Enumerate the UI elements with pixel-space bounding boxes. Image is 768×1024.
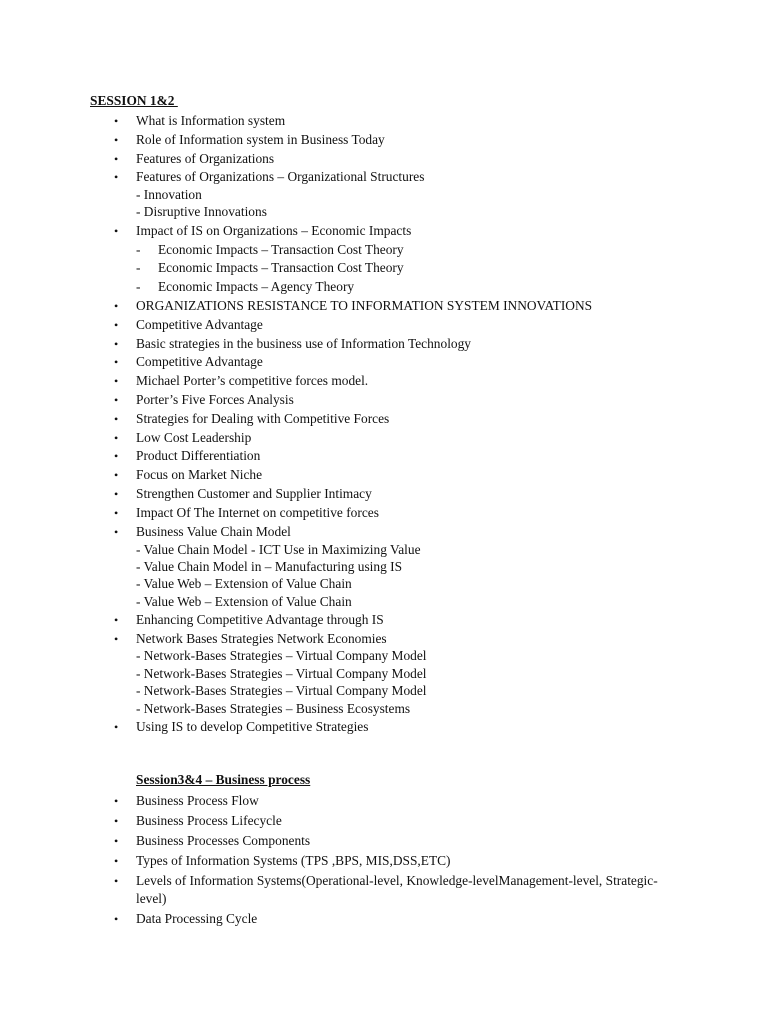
dash-marker: - — [136, 260, 141, 275]
bullet-icon: • — [114, 224, 119, 238]
bullet-icon: • — [114, 814, 119, 828]
list-item: Data Processing Cycle — [136, 911, 258, 926]
sub-item: - Network-Bases Strategies – Virtual Company Model — [136, 683, 427, 698]
bullet-icon: • — [114, 834, 119, 848]
dash-marker: - — [136, 279, 141, 294]
bullet-icon: • — [114, 613, 119, 627]
list-item: Business Value Chain Model — [136, 524, 291, 539]
bullet-icon: • — [114, 720, 119, 734]
list-item: Basic strategies in the business use of Information Technology — [136, 336, 472, 351]
bullet-icon: • — [114, 632, 119, 646]
sub-item: - Value Chain Model - ICT Use in Maximizing Value — [136, 542, 421, 557]
sub-item: - Disruptive Innovations — [136, 204, 267, 219]
sub-item: - Value Web – Extension of Value Chain — [136, 594, 352, 609]
list-item: Levels of Information Systems(Operational-level, Knowledge-levelManagement-level, Strategic- — [136, 873, 658, 888]
list-item: Network Bases Strategies Network Economies — [136, 631, 387, 646]
dash-marker: - — [136, 242, 141, 257]
bullet-icon: • — [114, 912, 119, 926]
bullet-icon: • — [114, 318, 119, 332]
bullet-icon: • — [114, 412, 119, 426]
sub-item: Economic Impacts – Transaction Cost Theory — [158, 242, 404, 257]
sub-item: - Value Chain Model in – Manufacturing using IS — [136, 559, 403, 574]
bullet-icon: • — [114, 449, 119, 463]
session-1-2-heading: SESSION 1&2 — [90, 93, 178, 108]
bullet-icon: • — [114, 468, 119, 482]
list-item: Competitive Advantage — [136, 354, 263, 369]
list-item: Enhancing Competitive Advantage through IS — [136, 612, 384, 627]
list-item: Strategies for Dealing with Competitive Forces — [136, 411, 390, 426]
list-item: Business Process Lifecycle — [136, 813, 282, 828]
sub-item: Economic Impacts – Transaction Cost Theory — [158, 260, 404, 275]
list-item: Product Differentiation — [136, 448, 261, 463]
list-item: Business Process Flow — [136, 793, 259, 808]
list-item: Features of Organizations – Organizational Structures — [136, 169, 425, 184]
bullet-icon: • — [114, 133, 119, 147]
bullet-icon: • — [114, 874, 119, 888]
sub-item: - Network-Bases Strategies – Business Ecosystems — [136, 701, 411, 716]
list-item: Using IS to develop Competitive Strategies — [136, 719, 369, 734]
list-item: Features of Organizations — [136, 151, 275, 166]
bullet-icon: • — [114, 794, 119, 808]
bullet-icon: • — [114, 525, 119, 539]
bullet-icon: • — [114, 393, 119, 407]
bullet-icon: • — [114, 114, 119, 128]
list-item: What is Information system — [136, 113, 286, 128]
bullet-icon: • — [114, 854, 119, 868]
bullet-icon: • — [114, 431, 119, 445]
list-item: Porter’s Five Forces Analysis — [136, 392, 294, 407]
bullet-icon: • — [114, 299, 119, 313]
list-item-continuation: level) — [136, 891, 167, 906]
sub-item: - Innovation — [136, 187, 202, 202]
list-item: Low Cost Leadership — [136, 430, 252, 445]
sub-item: - Network-Bases Strategies – Virtual Company Model — [136, 666, 427, 681]
bullet-icon: • — [114, 355, 119, 369]
list-item: Michael Porter’s competitive forces model. — [136, 373, 369, 388]
list-item: Role of Information system in Business Today — [136, 132, 385, 147]
list-item: Business Processes Components — [136, 833, 311, 848]
session-3-4-heading: Session3&4 – Business process — [136, 772, 311, 787]
sub-item: Economic Impacts – Agency Theory — [158, 279, 355, 294]
bullet-icon: • — [114, 374, 119, 388]
bullet-icon: • — [114, 506, 119, 520]
bullet-icon: • — [114, 152, 119, 166]
list-item: ORGANIZATIONS RESISTANCE TO INFORMATION SYSTEM INNOVATIONS — [136, 298, 593, 313]
bullet-icon: • — [114, 487, 119, 501]
list-item: Impact Of The Internet on competitive forces — [136, 505, 379, 520]
list-item: Impact of IS on Organizations – Economic Impacts — [136, 223, 412, 238]
list-item: Focus on Market Niche — [136, 467, 263, 482]
sub-item: - Network-Bases Strategies – Virtual Company Model — [136, 648, 427, 663]
bullet-icon: • — [114, 170, 119, 184]
list-item: Competitive Advantage — [136, 317, 263, 332]
sub-item: - Value Web – Extension of Value Chain — [136, 576, 352, 591]
list-item: Types of Information Systems (TPS ,BPS, MIS,DSS,ETC) — [136, 853, 451, 868]
list-item: Strengthen Customer and Supplier Intimacy — [136, 486, 372, 501]
bullet-icon: • — [114, 337, 119, 351]
